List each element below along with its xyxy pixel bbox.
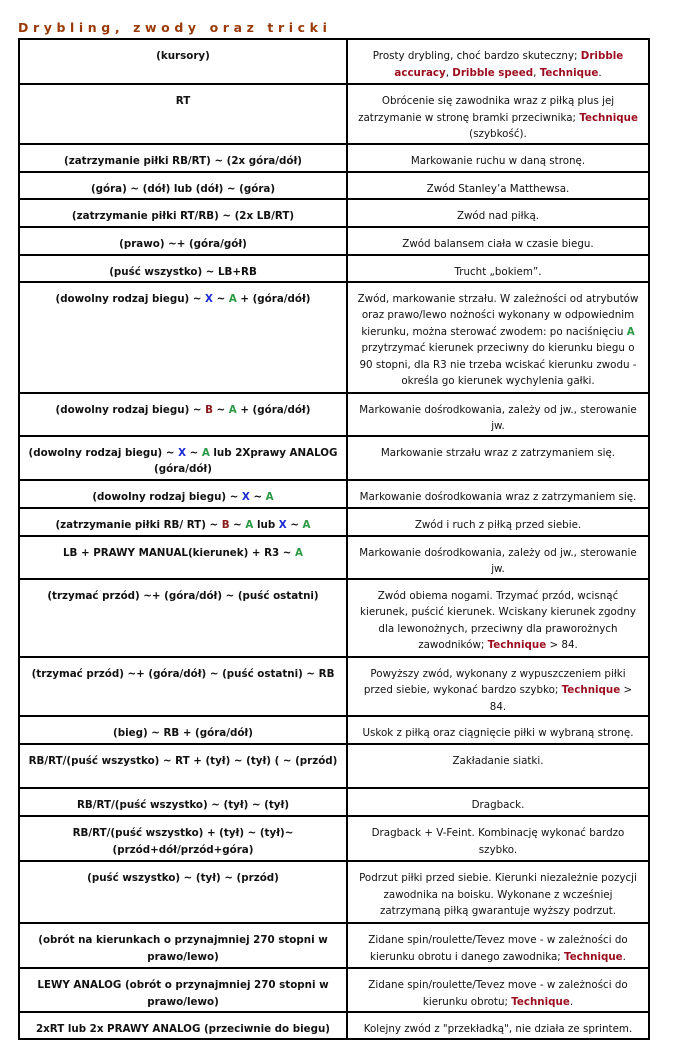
text-segment: Dragback + V-Feint. Kombinację wykonać bardzo szybko. bbox=[371, 827, 625, 856]
table-row bbox=[19, 255, 649, 282]
highlighted-text: Dribble accuracy bbox=[394, 50, 624, 79]
description-cell bbox=[347, 393, 649, 436]
text-segment: ~ bbox=[213, 292, 229, 305]
text-segment: (dowolny rodzaj biegu) ~ bbox=[55, 403, 206, 416]
controls-cell bbox=[19, 788, 347, 816]
description-cell bbox=[347, 716, 649, 744]
text-segment: Prosty drybling, choć bardzo skuteczny; bbox=[372, 50, 581, 62]
table-row bbox=[19, 1012, 649, 1039]
controls-cell bbox=[19, 199, 347, 227]
text-segment: Markowanie dośrodkowania wraz z zatrzymaniem się. bbox=[359, 490, 637, 503]
controls-cell bbox=[19, 508, 347, 536]
table-row bbox=[19, 536, 649, 579]
highlighted-text: A bbox=[228, 403, 237, 416]
description-cell bbox=[347, 923, 649, 968]
text-segment: (zatrzymanie piłki RB/ RT) ~ bbox=[55, 518, 222, 531]
text-segment: lub 2Xprawy ANALOG (góra/dół) bbox=[154, 446, 338, 475]
text-segment: Zwód obiema nogami. Trzymać przód, wcisnąć kierunek, puścić kierunek. Wciskany kierunek zgodny dla lewonożnych, przeciwny dla praworożnych zawodników; bbox=[360, 589, 636, 651]
text-segment: Zwód balansem ciała w czasie biegu. bbox=[402, 237, 594, 250]
controls-cell bbox=[19, 227, 347, 255]
text-segment: (puść wszystko) ~ (tył) ~ (przód) bbox=[87, 872, 279, 884]
text-segment: Uskok z piłką oraz ciągnięcie piłki w wybraną stronę. bbox=[362, 727, 634, 739]
description-cell bbox=[347, 172, 649, 199]
text-segment: Markowanie dośrodkowania, zależy od jw., sterowanie jw. bbox=[359, 546, 637, 575]
text-segment: + (góra/dół) bbox=[236, 292, 311, 305]
text-segment: > 84. bbox=[489, 684, 633, 713]
table-row bbox=[19, 227, 649, 255]
highlighted-text: A bbox=[245, 518, 254, 531]
controls-cell bbox=[19, 480, 347, 508]
text-segment: (obrót na kierunkach o przynajmniej 270 stopni w prawo/lewo) bbox=[38, 934, 328, 963]
text-segment: . bbox=[622, 950, 626, 963]
controls-cell bbox=[19, 282, 347, 393]
controls-cell bbox=[19, 144, 347, 172]
text-segment: (dowolny rodzaj biegu) ~ bbox=[92, 490, 242, 503]
text-segment: Markowanie dośrodkowania, zależy od jw., sterowanie jw. bbox=[359, 403, 637, 432]
description-cell bbox=[347, 816, 649, 861]
controls-cell bbox=[19, 84, 347, 144]
text-segment: (bieg) ~ RB + (góra/dół) bbox=[113, 727, 253, 739]
text-segment: Zakładanie siatki. bbox=[452, 755, 544, 767]
controls-cell bbox=[19, 861, 347, 923]
table-body bbox=[19, 39, 649, 1039]
controls-cell bbox=[19, 255, 347, 282]
text-segment: LB + PRAWY MANUAL(kierunek) + R3 ~ bbox=[62, 546, 296, 559]
text-segment: + (góra/dół) bbox=[236, 403, 311, 416]
table-row bbox=[19, 816, 649, 861]
controls-cell bbox=[19, 172, 347, 199]
text-segment: RT bbox=[175, 95, 191, 107]
table-row bbox=[19, 84, 649, 144]
table-row bbox=[19, 968, 649, 1012]
highlighted-text: X bbox=[178, 446, 187, 459]
text-segment: (kursory) bbox=[156, 50, 210, 62]
text-segment: Podrzut piłki przed siebie. Kierunki niezależnie pozycji zawodnika na boisku. Wykonane z wcześniej zatrzymaną piłką gwarantuje wyższy podrzut. bbox=[359, 872, 637, 917]
text-segment: Dragback. bbox=[471, 799, 525, 811]
text-segment: ~ bbox=[286, 518, 303, 531]
text-segment: (góra) ~ (dół) lub (dół) ~ (góra) bbox=[90, 182, 276, 195]
table-row bbox=[19, 144, 649, 172]
description-cell bbox=[347, 255, 649, 282]
description-cell bbox=[347, 968, 649, 1012]
table-row bbox=[19, 579, 649, 657]
controls-cell bbox=[19, 816, 347, 861]
text-segment: ~ bbox=[229, 518, 246, 531]
text-segment: Zwód nad piłką. bbox=[456, 209, 540, 222]
description-cell bbox=[347, 1012, 649, 1039]
highlighted-text: Technique bbox=[511, 995, 570, 1008]
table-row bbox=[19, 508, 649, 536]
highlighted-text: Technique bbox=[539, 66, 599, 79]
table-row bbox=[19, 393, 649, 436]
text-segment: (zatrzymanie piłki RT/RB) ~ (2x LB/RT) bbox=[71, 209, 295, 222]
text-segment: 2xRT lub 2x PRAWY ANALOG (przeciwnie do biegu) bbox=[35, 1023, 331, 1035]
page-title: Drybling, zwody oraz tricki bbox=[18, 20, 332, 35]
controls-cell bbox=[19, 393, 347, 436]
text-segment: , bbox=[533, 66, 540, 79]
text-segment: (prawo) ~+ (góra/gół) bbox=[119, 237, 247, 250]
controls-cell bbox=[19, 716, 347, 744]
highlighted-text: A bbox=[302, 518, 311, 531]
controls-cell bbox=[19, 579, 347, 657]
text-segment: (dowolny rodzaj biegu) ~ bbox=[55, 292, 206, 305]
highlighted-text: Dribble speed bbox=[452, 66, 534, 79]
text-segment: , bbox=[445, 66, 453, 79]
description-cell bbox=[347, 579, 649, 657]
text-segment: (zatrzymanie piłki RB/RT) ~ (2x góra/dół) bbox=[64, 154, 302, 167]
table-row bbox=[19, 436, 649, 480]
text-segment: LEWY ANALOG (obrót o przynajmniej 270 stopni w prawo/lewo) bbox=[37, 979, 329, 1008]
text-segment: (szybkość). bbox=[469, 128, 527, 140]
text-segment: ~ bbox=[186, 446, 202, 459]
text-segment: Markowanie strzału wraz z zatrzymaniem się. bbox=[380, 446, 616, 459]
table-row bbox=[19, 480, 649, 508]
description-cell bbox=[347, 536, 649, 579]
description-cell bbox=[347, 199, 649, 227]
text-segment: ~ bbox=[212, 403, 229, 416]
highlighted-text: A bbox=[228, 292, 237, 305]
description-cell bbox=[347, 84, 649, 144]
text-segment: Zwód i ruch z piłką przed siebie. bbox=[414, 518, 582, 531]
text-segment: Zidane spin/roulette/Tevez move - w zależności do kierunku obrotu; bbox=[368, 979, 628, 1008]
text-segment: Trucht „bokiem”. bbox=[454, 265, 542, 278]
table-row bbox=[19, 199, 649, 227]
controls-cell bbox=[19, 1012, 347, 1039]
description-cell bbox=[347, 282, 649, 393]
controls-cell bbox=[19, 923, 347, 968]
highlighted-text: Technique bbox=[579, 111, 638, 124]
text-segment: (dowolny rodzaj biegu) ~ bbox=[28, 446, 179, 459]
text-segment: Obrócenie się zawodnika wraz z piłką plus jej zatrzymanie w stronę bramki przeciwnika; bbox=[358, 95, 615, 124]
table-row bbox=[19, 172, 649, 199]
controls-cell bbox=[19, 657, 347, 717]
controls-cell bbox=[19, 744, 347, 788]
highlighted-text: B bbox=[205, 403, 213, 416]
table-row bbox=[19, 39, 649, 84]
text-segment: . bbox=[598, 66, 602, 79]
text-segment: RB/RT/(puść wszystko) + (tył) ~ (tył)~ (przód+dół/przód+góra) bbox=[72, 827, 294, 856]
description-cell bbox=[347, 480, 649, 508]
highlighted-text: X bbox=[205, 292, 213, 305]
description-cell bbox=[347, 861, 649, 923]
text-segment: Markowanie ruchu w daną stronę. bbox=[410, 154, 586, 167]
highlighted-text: A bbox=[295, 546, 303, 559]
table-row bbox=[19, 788, 649, 816]
description-cell bbox=[347, 788, 649, 816]
highlighted-text: B bbox=[221, 518, 230, 531]
table-row bbox=[19, 657, 649, 717]
controls-cell bbox=[19, 436, 347, 480]
highlighted-text: A bbox=[265, 490, 274, 503]
text-segment: Zidane spin/roulette/Tevez move - w zależności do kierunku obrotu i danego zawodnika; bbox=[368, 934, 628, 963]
controls-cell bbox=[19, 536, 347, 579]
text-segment: lub bbox=[253, 518, 279, 531]
text-segment: (trzymać przód) ~+ (góra/dół) ~ (puść ostatni) ~ RB bbox=[31, 667, 335, 680]
description-cell bbox=[347, 227, 649, 255]
description-cell bbox=[347, 657, 649, 717]
text-segment: przytrzymać kierunek przeciwny do kierunku biegu o 90 stopni, dla R3 nie trzeba wciskać kierunku zwodu - określa go kierunek wychylenia gałki. bbox=[359, 342, 637, 387]
text-segment: Powyższy zwód, wykonany z wypuszczeniem piłki przed siebie, wykonać bardzo szybko; bbox=[363, 667, 626, 696]
highlighted-text: X bbox=[278, 518, 287, 531]
description-cell bbox=[347, 144, 649, 172]
text-segment: (puść wszystko) ~ LB+RB bbox=[109, 265, 257, 278]
text-segment: RB/RT/(puść wszystko) ~ RT + (tył) ~ (tył) ( ~ (przód) bbox=[28, 755, 338, 767]
text-segment: . bbox=[569, 995, 574, 1008]
text-segment: Zwód Stanley’a Matthewsa. bbox=[426, 182, 570, 195]
table-row bbox=[19, 282, 649, 393]
highlighted-text: Technique bbox=[561, 684, 621, 696]
table-row bbox=[19, 861, 649, 923]
text-segment: Zwód, markowanie strzału. W zależności od atrybutów oraz prawo/lewo nożności wykonany w odpowiednim kierunku, można sterować zwodem: po naciśnięciu bbox=[357, 292, 639, 338]
text-segment: ~ bbox=[249, 490, 266, 503]
controls-cell bbox=[19, 968, 347, 1012]
highlighted-text: Technique bbox=[564, 950, 623, 963]
table-row bbox=[19, 716, 649, 744]
description-cell bbox=[347, 39, 649, 84]
table-row bbox=[19, 744, 649, 788]
text-segment: (trzymać przód) ~+ (góra/dół) ~ (puść ostatni) bbox=[47, 589, 319, 602]
controls-cell bbox=[19, 39, 347, 84]
description-cell bbox=[347, 436, 649, 480]
description-cell bbox=[347, 744, 649, 788]
highlighted-text: Technique bbox=[487, 639, 547, 651]
table-row bbox=[19, 923, 649, 968]
text-segment: > 84. bbox=[546, 639, 578, 651]
highlighted-text: A bbox=[201, 446, 210, 459]
text-segment: Kolejny zwód z "przekładką", nie działa ze sprintem. bbox=[363, 1023, 633, 1035]
highlighted-text: X bbox=[241, 490, 250, 503]
description-cell bbox=[347, 508, 649, 536]
highlighted-text: A bbox=[626, 325, 635, 338]
controls-table bbox=[18, 38, 650, 1040]
text-segment: RB/RT/(puść wszystko) ~ (tył) ~ (tył) bbox=[76, 799, 290, 811]
